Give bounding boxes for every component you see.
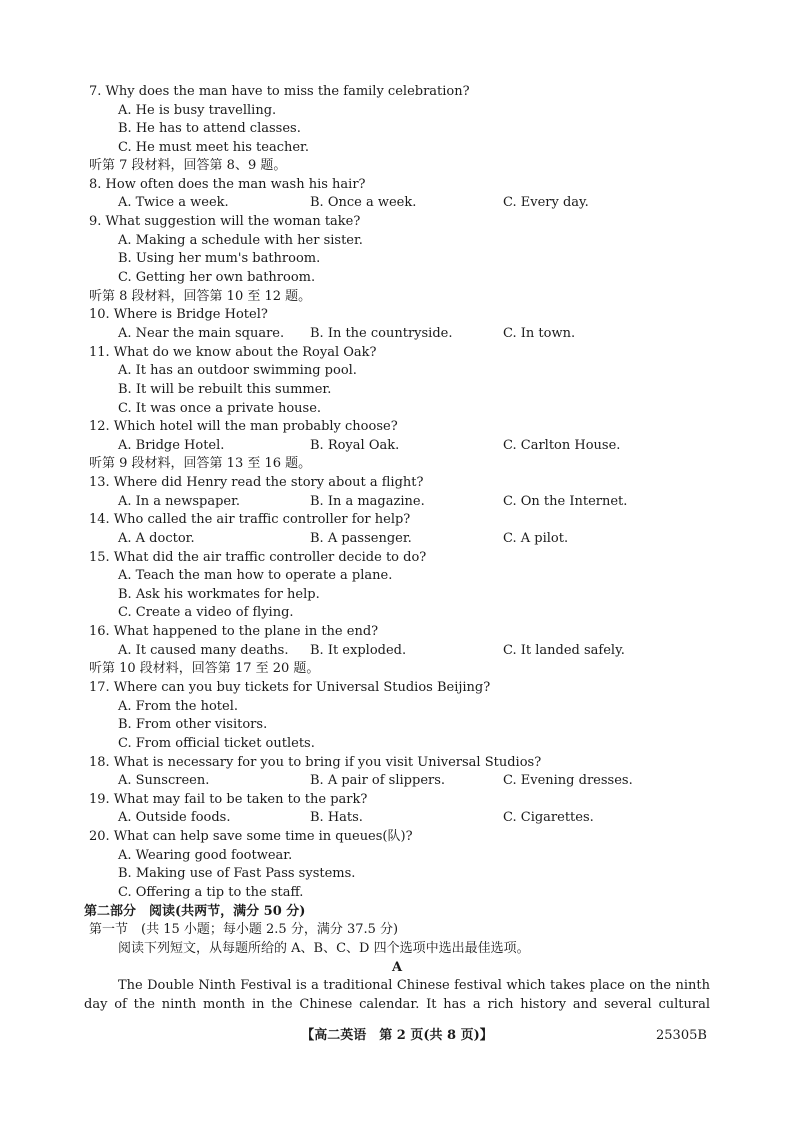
section-instruction-7: 听第 7 段材料，回答第 8、9 题。 (89, 158, 287, 173)
question-15-option-b: B. Ask his workmates for help. (118, 587, 320, 602)
passage-line-1: The Double Ninth Festival is a traditional Chinese festival which takes place on the ninth (118, 978, 710, 993)
question-17-option-c: C. From official ticket outlets. (118, 736, 315, 751)
question-15-stem: 15. What did the air traffic controller decide to do? (89, 550, 427, 565)
question-13-stem: 13. Where did Henry read the story about a flight? (89, 475, 424, 490)
question-11-option-a: A. It has an outdoor swimming pool. (118, 363, 357, 378)
question-10-option-c: C. In town. (503, 326, 576, 341)
question-17-stem: 17. Where can you buy tickets for Universal Studios Beijing? (89, 680, 491, 695)
question-12-option-c: C. Carlton House. (503, 438, 621, 453)
question-16-stem: 16. What happened to the plane in the end? (89, 624, 379, 639)
section-instruction-9: 听第 9 段材料，回答第 13 至 16 题。 (89, 456, 312, 471)
question-20-stem: 20. What can help save some time in queues(队)? (89, 829, 413, 844)
question-17-option-a: A. From the hotel. (118, 699, 239, 714)
section-one-heading: 第一节 (共 15 小题；每小题 2.5 分，满分 37.5 分) (89, 922, 399, 937)
passage-line-2: day of the ninth month in the Chinese calendar. It has a rich history and several cultural (84, 997, 710, 1012)
question-14-stem: 14. Who called the air traffic controller for help? (89, 512, 411, 527)
question-13-option-c: C. On the Internet. (503, 494, 628, 509)
question-20-option-b: B. Making use of Fast Pass systems. (118, 866, 356, 881)
question-13-option-a: A. In a newspaper. (118, 494, 241, 509)
question-10-option-b: B. In the countryside. (310, 326, 453, 341)
reading-instruction: 阅读下列短文，从每题所给的 A、B、C、D 四个选项中选出最佳选项。 (118, 941, 530, 956)
question-16-option-b: B. It exploded. (310, 643, 407, 658)
question-16-option-a: A. It caused many deaths. (118, 643, 289, 658)
question-8-option-b: B. Once a week. (310, 195, 417, 210)
question-17-option-b: B. From other visitors. (118, 717, 268, 732)
question-12-option-a: A. Bridge Hotel. (118, 438, 225, 453)
question-18-option-a: A. Sunscreen. (118, 773, 210, 788)
question-9-option-c: C. Getting her own bathroom. (118, 270, 316, 285)
question-7-option-b: B. He has to attend classes. (118, 121, 301, 136)
question-14-option-a: A. A doctor. (118, 531, 195, 546)
question-19-option-a: A. Outside foods. (118, 810, 231, 825)
paper-code: 25305B (656, 1028, 707, 1043)
question-18-option-c: C. Evening dresses. (503, 773, 633, 788)
question-19-option-b: B. Hats. (310, 810, 363, 825)
passage-label: A (391, 960, 403, 975)
question-10-option-a: A. Near the main square. (118, 326, 285, 341)
question-10-stem: 10. Where is Bridge Hotel? (89, 307, 268, 322)
question-8-option-c: C. Every day. (503, 195, 589, 210)
question-9-stem: 9. What suggestion will the woman take? (89, 214, 361, 229)
section-instruction-10: 听第 10 段材料，回答第 17 至 20 题。 (89, 661, 320, 676)
question-11-option-c: C. It was once a private house. (118, 401, 322, 416)
question-11-option-b: B. It will be rebuilt this summer. (118, 382, 332, 397)
question-7-option-a: A. He is busy travelling. (118, 103, 277, 118)
question-15-option-c: C. Create a video of flying. (118, 605, 294, 620)
page-footer-label: 【高二英语 第 2 页(共 8 页)】 (301, 1028, 493, 1043)
question-13-option-b: B. In a magazine. (310, 494, 425, 509)
question-20-option-a: A. Wearing good footwear. (118, 848, 293, 863)
question-8-stem: 8. How often does the man wash his hair? (89, 177, 366, 192)
question-18-option-b: B. A pair of slippers. (310, 773, 446, 788)
question-19-stem: 19. What may fail to be taken to the park? (89, 792, 368, 807)
question-7-option-c: C. He must meet his teacher. (118, 140, 309, 155)
question-16-option-c: C. It landed safely. (503, 643, 625, 658)
question-12-stem: 12. Which hotel will the man probably choose? (89, 419, 398, 434)
question-15-option-a: A. Teach the man how to operate a plane. (118, 568, 393, 583)
question-18-stem: 18. What is necessary for you to bring if you visit Universal Studios? (89, 755, 542, 770)
question-9-option-a: A. Making a schedule with her sister. (118, 233, 363, 248)
question-7-stem: 7. Why does the man have to miss the family celebration? (89, 84, 470, 99)
question-14-option-b: B. A passenger. (310, 531, 412, 546)
question-14-option-c: C. A pilot. (503, 531, 569, 546)
part-two-heading: 第二部分 阅读(共两节，满分 50 分) (84, 904, 306, 919)
question-11-stem: 11. What do we know about the Royal Oak? (89, 345, 377, 360)
question-12-option-b: B. Royal Oak. (310, 438, 400, 453)
section-instruction-8: 听第 8 段材料，回答第 10 至 12 题。 (89, 289, 312, 304)
question-9-option-b: B. Using her mum's bathroom. (118, 251, 321, 266)
question-8-option-a: A. Twice a week. (118, 195, 229, 210)
question-19-option-c: C. Cigarettes. (503, 810, 594, 825)
question-20-option-c: C. Offering a tip to the staff. (118, 885, 304, 900)
